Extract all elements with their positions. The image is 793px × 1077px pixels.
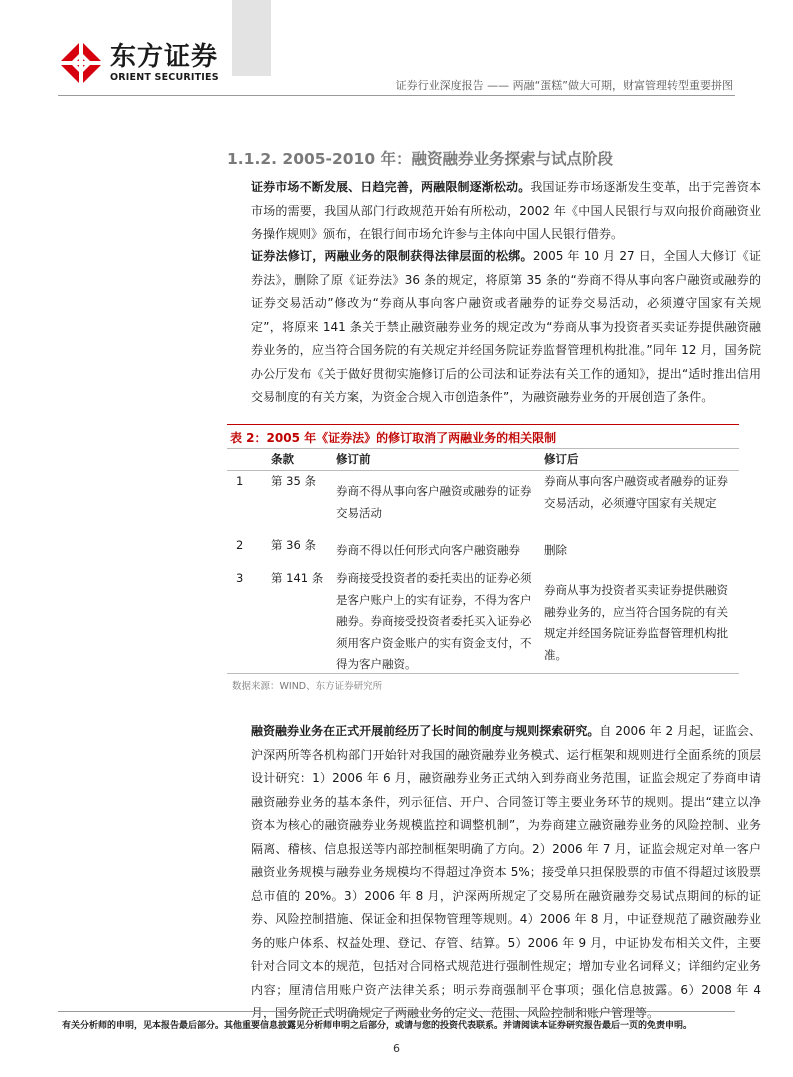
footer-divider — [58, 1011, 735, 1012]
table-row-before: 券商不得从事向客户融资或融券的证券交易活动 — [336, 484, 532, 520]
table-row-after: 删除 — [544, 543, 567, 557]
paragraph-body: 自 2006 年 2 月起，证监会、沪深两所等各机构部门开始针对我国的融资融券业务模式、运行框架和规则进行全面系统的顶层设计研究：1）2006 年 6 月，融资融券业务正式纳入到券商业务范围，证监会规定了券商申请融资融券业务的基本条件，列示征信、开户、合同签订等主要业务环节的规则。提出“建立以净资本为核心的融资融券业务规模监控和调整机制”，为券商建立融资融券业务的风险控制、业务隔离、稽核、信息报送等内部控制框架明确了方向。2）2006 年 7 月，证监会规定对单一客户融资业务规模与融券业务规模均不得超过净资本 5%；接受单只担保股票的市值不得超过该股票总市值的 20%。3）2006 年 8 月，沪深两所规定了交易所在融资融券交易试点期间的标的证券、风险控制措施、保证金和担保物管理等规则。4）2006 年 8 月，中证登规范了融资融券业务的账户体系、权益处理、登记、存管、结算。5）2006 年 9 月，中证协发布相关文件，主要针对合同文本的规范，包括对合同格式规范进行强制性规定；增加专业名词释义；详细约定业务内容；厘清信用账户资产法律关系；明示券商强制平仓事项；强化信息披露。6）2008 年 4 月，国务院正式明确规定了两融业务的定义、范围、风险控制和账户管理等。 — [251, 724, 761, 1020]
page-number: 6 — [393, 1042, 400, 1055]
table-row-before: 券商不得以任何形式向客户融资融券 — [336, 543, 520, 557]
report-running-header: 证券行业深度报告 —— 两融“蛋糕”做大可期，财富管理转型重要拼图 — [395, 79, 733, 92]
paragraph-market-development — [227, 176, 761, 247]
orient-securities-logo-icon — [58, 40, 104, 86]
table-header-top-rule — [227, 448, 739, 449]
footer-disclaimer: 有关分析师的申明，见本报告最后部分。其他重要信息披露见分析师申明之后部分，或请与您的投资代表联系。并请阅读本证券研究报告最后一页的免责申明。 — [62, 1021, 693, 1031]
paragraph-lead: 证券市场不断发展、日趋完善，两融限制逐渐松动。 — [251, 180, 531, 194]
table-bottom-rule — [227, 673, 739, 674]
table-title-rule — [227, 424, 739, 425]
paragraph-body: 我国证券市场逐渐发生变革，出于完善资本市场的需要，我国从部门行政规范开始有所松动，2002 年《中国人民银行与双向报价商融资业务操作规则》颁布，在银行间市场允许参与主体向中国人民银行借券。 — [251, 180, 761, 241]
company-name-en: ORIENT SECURITIES — [110, 72, 219, 83]
table-row-number: 2 — [236, 538, 244, 552]
paragraph-lead: 融资融券业务在正式开展前经历了长时间的制度与规则探索研究。 — [251, 724, 600, 738]
table-row-after: 券商从事为投资者买卖证券提供融资融券业务的，应当符合国务院的有关规定并经国务院证券监督管理机构批准。 — [544, 583, 728, 662]
section-title: 1.1.2. 2005-2010 年：融资融券业务探索与试点阶段 — [227, 150, 614, 168]
table-row-clause: 第 141 条 — [271, 571, 324, 585]
table-row-number: 3 — [236, 571, 244, 585]
table-row-after: 券商从事向客户融资或者融券的证券交易活动，必须遵守国家有关规定 — [544, 474, 728, 510]
header-divider — [58, 95, 735, 96]
table-header-before: 修订前 — [336, 452, 371, 466]
paragraph-rule-exploration — [227, 720, 761, 1026]
table-row-before: 券商接受投资者的委托卖出的证券必须是客户账户上的实有证券，不得为客户融券。券商接受投资者委托买入证券必须用客户资金账户的实有资金支付，不得为客户融资。 — [336, 571, 532, 671]
table-header-after: 修订后 — [544, 452, 579, 466]
table-row-clause: 第 35 条 — [271, 474, 316, 488]
company-name-cn: 东方证券 — [110, 42, 219, 72]
paragraph-lead: 证券法修订，两融业务的限制获得法律层面的松绑。 — [251, 249, 533, 263]
paragraph-securities-law — [227, 245, 761, 410]
table-row-number: 1 — [236, 474, 244, 488]
table-header-clause: 条款 — [271, 452, 294, 466]
table-title: 表 2：2005 年《证券法》的修订取消了两融业务的相关限制 — [230, 431, 557, 445]
table-row-clause: 第 36 条 — [271, 538, 316, 552]
header-accent-bar — [232, 0, 271, 76]
company-logo — [58, 40, 219, 86]
table-source: 数据来源：WIND、东方证券研究所 — [232, 681, 383, 692]
paragraph-body: 2005 年 10 月 27 日，全国人大修订《证券法》，删除了原《证券法》36 条的规定，将原第 35 条的“券商不得从事向客户融资或融券的证券交易活动”修改为“券商从事向客户融资或者融券的证券交易活动，必须遵守国家有关规定”，将原来 141 条关于禁止融资融券业务的规定改为“券商从事为投资者买卖证券提供融资融券业务的，应当符合国务院的有关规定并经国务院证券监督管理机构批准。”同年 12 月，国务院办公厅发布《关于做好贯彻实施修订后的公司法和证券法有关工作的通知》，提出“适时推出信用交易制度的有关方案，为资金合规入市创造条件”，为融资融券业务的开展创造了条件。 — [251, 249, 761, 404]
